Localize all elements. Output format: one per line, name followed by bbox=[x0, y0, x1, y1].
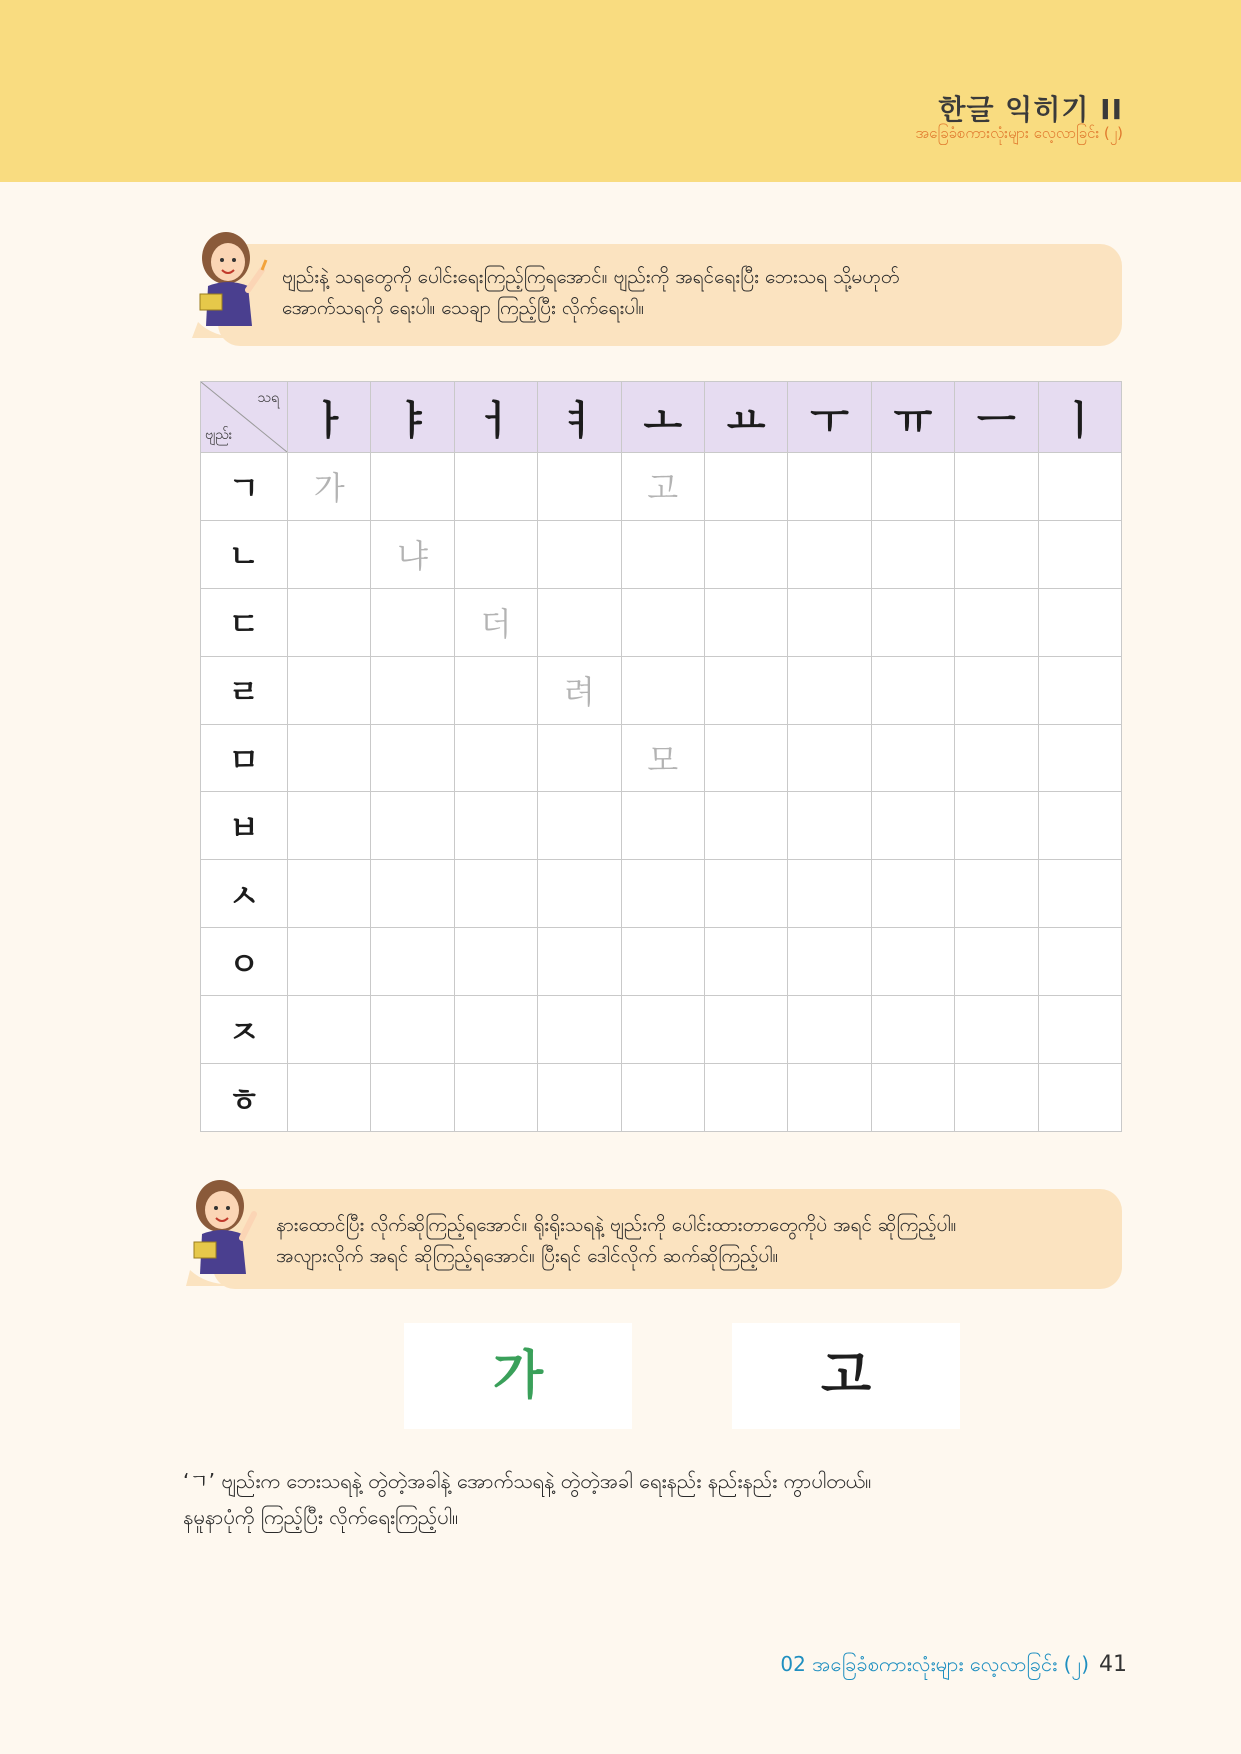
practice-cell[interactable] bbox=[788, 928, 871, 996]
consonant-label: ㄴ bbox=[201, 520, 288, 588]
consonant-label: ㅁ bbox=[201, 724, 288, 792]
practice-cell[interactable] bbox=[704, 724, 787, 792]
practice-cell[interactable] bbox=[1038, 860, 1121, 928]
writing-note-line-2: နမူနာပုံကို ကြည့်ပြီး လိုက်ရေးကြည့်ပါ။ bbox=[183, 1505, 459, 1529]
practice-cell[interactable]: 려 bbox=[538, 656, 621, 724]
vowel-header-1: ㅏ bbox=[288, 382, 371, 453]
practice-cell[interactable] bbox=[788, 453, 871, 521]
practice-cell[interactable] bbox=[371, 996, 454, 1064]
practice-cell[interactable] bbox=[538, 996, 621, 1064]
practice-cell[interactable] bbox=[1038, 724, 1121, 792]
practice-cell[interactable]: 가 bbox=[288, 453, 371, 521]
practice-cell[interactable] bbox=[704, 860, 787, 928]
practice-cell[interactable] bbox=[288, 1064, 371, 1132]
practice-cell[interactable] bbox=[288, 520, 371, 588]
instruction-1-line-2: အောက်သရကို ရေးပါ။ သေချာ ကြည့်ပြီး လိုက်ရေးပါ။ bbox=[282, 297, 645, 319]
practice-cell[interactable] bbox=[704, 928, 787, 996]
instruction-text-2 bbox=[276, 1210, 1106, 1272]
practice-cell[interactable] bbox=[371, 453, 454, 521]
vowel-header-4: ㅕ bbox=[538, 382, 621, 453]
instruction-2-line-2: အလျားလိုက် အရင် ဆိုကြည့်ရအောင်။ ပြီးရင် ဒေါင်လိုက် ဆက်ဆိုကြည့်ပါ။ bbox=[276, 1245, 779, 1267]
consonant-label: ㄷ bbox=[201, 588, 288, 656]
vowel-header-row bbox=[201, 382, 1122, 453]
practice-cell[interactable] bbox=[454, 656, 537, 724]
practice-cell[interactable] bbox=[538, 928, 621, 996]
table-row bbox=[201, 996, 1122, 1064]
practice-cell[interactable] bbox=[621, 588, 704, 656]
practice-cell[interactable] bbox=[788, 792, 871, 860]
practice-cell[interactable] bbox=[621, 520, 704, 588]
teacher-icon bbox=[192, 226, 276, 338]
practice-cell[interactable] bbox=[621, 928, 704, 996]
practice-cell[interactable] bbox=[1038, 1064, 1121, 1132]
practice-cell[interactable] bbox=[621, 1064, 704, 1132]
practice-cell[interactable] bbox=[955, 453, 1038, 521]
practice-cell[interactable] bbox=[454, 520, 537, 588]
instruction-text-1 bbox=[282, 262, 1102, 324]
practice-cell[interactable] bbox=[704, 520, 787, 588]
table-row bbox=[201, 453, 1122, 521]
table-row bbox=[201, 928, 1122, 996]
practice-cell[interactable] bbox=[704, 792, 787, 860]
practice-cell[interactable] bbox=[288, 588, 371, 656]
page-subtitle: အခြေခံစကားလုံးများ လေ့လာခြင်း (၂) bbox=[915, 124, 1123, 142]
practice-cell[interactable] bbox=[371, 588, 454, 656]
practice-cell[interactable] bbox=[371, 792, 454, 860]
practice-cell[interactable] bbox=[955, 1064, 1038, 1132]
consonant-label: ㅂ bbox=[201, 792, 288, 860]
practice-cell[interactable] bbox=[955, 792, 1038, 860]
practice-cell[interactable] bbox=[704, 453, 787, 521]
practice-cell[interactable] bbox=[454, 928, 537, 996]
practice-cell[interactable] bbox=[621, 860, 704, 928]
practice-cell[interactable] bbox=[1038, 996, 1121, 1064]
consonant-label: ㄱ bbox=[201, 453, 288, 521]
practice-cell[interactable] bbox=[538, 860, 621, 928]
writing-note bbox=[183, 1463, 1083, 1535]
instruction-2-line-1: နားထောင်ပြီး လိုက်ဆိုကြည့်ရအောင်။ ရိုးရိုးသရနဲ့ ဗျည်းကို ပေါင်းထားတာတွေကိုပဲ အရင် ဆိုကြည့်ပါ။ bbox=[276, 1214, 957, 1236]
consonant-label: ㅈ bbox=[201, 996, 288, 1064]
practice-cell[interactable] bbox=[371, 860, 454, 928]
vowel-header-9: ㅡ bbox=[955, 382, 1038, 453]
practice-cell[interactable] bbox=[871, 588, 954, 656]
practice-cell[interactable] bbox=[955, 724, 1038, 792]
practice-cell[interactable]: 모 bbox=[621, 724, 704, 792]
practice-cell[interactable] bbox=[871, 860, 954, 928]
practice-cell[interactable] bbox=[454, 453, 537, 521]
practice-cell[interactable] bbox=[454, 724, 537, 792]
practice-cell[interactable] bbox=[371, 1064, 454, 1132]
practice-cell[interactable] bbox=[538, 792, 621, 860]
writing-note-line-1: ‘ㄱ’ ဗျည်းက ဘေးသရနဲ့ တွဲတဲ့အခါနဲ့ အောက်သရနဲ့ တွဲတဲ့အခါ ရေးနည်း နည်းနည်း ကွာပါတယ်။ bbox=[183, 1469, 872, 1493]
footer-chapter: 02 အခြေခံစကားလုံးများ လေ့လာခြင်း (၂) bbox=[780, 1652, 1089, 1676]
practice-cell[interactable] bbox=[288, 792, 371, 860]
practice-cell[interactable] bbox=[288, 996, 371, 1064]
practice-cell[interactable] bbox=[788, 1064, 871, 1132]
page-number: 41 bbox=[1099, 1652, 1127, 1677]
practice-cell[interactable] bbox=[704, 1064, 787, 1132]
table-row bbox=[201, 656, 1122, 724]
practice-cell[interactable] bbox=[788, 588, 871, 656]
practice-cell[interactable] bbox=[704, 656, 787, 724]
corner-vowel-label: သရ bbox=[257, 390, 279, 406]
practice-cell[interactable] bbox=[955, 860, 1038, 928]
practice-cell[interactable] bbox=[538, 520, 621, 588]
practice-cell[interactable] bbox=[454, 860, 537, 928]
syllable-table bbox=[200, 381, 1122, 1132]
practice-cell[interactable] bbox=[288, 860, 371, 928]
practice-cell[interactable]: 냐 bbox=[371, 520, 454, 588]
example-card-ga: 가 bbox=[404, 1323, 632, 1429]
corner-consonant-label: ဗျည်း bbox=[205, 427, 233, 443]
example-card-go: 고 bbox=[732, 1323, 960, 1429]
practice-cell[interactable] bbox=[704, 996, 787, 1064]
consonant-label: ㅎ bbox=[201, 1064, 288, 1132]
practice-cell[interactable] bbox=[454, 792, 537, 860]
vowel-header-6: ㅛ bbox=[704, 382, 787, 453]
practice-cell[interactable] bbox=[955, 996, 1038, 1064]
practice-cell[interactable] bbox=[621, 656, 704, 724]
practice-cell[interactable] bbox=[704, 588, 787, 656]
page-footer bbox=[780, 1651, 1127, 1681]
practice-cell[interactable] bbox=[788, 996, 871, 1064]
practice-cell[interactable] bbox=[538, 453, 621, 521]
vowel-header-3: ㅓ bbox=[454, 382, 537, 453]
vowel-header-2: ㅑ bbox=[371, 382, 454, 453]
practice-cell[interactable] bbox=[621, 792, 704, 860]
practice-cell[interactable] bbox=[1038, 520, 1121, 588]
practice-cell[interactable] bbox=[1038, 656, 1121, 724]
table-row bbox=[201, 520, 1122, 588]
practice-cell[interactable]: 더 bbox=[454, 588, 537, 656]
practice-cell[interactable] bbox=[538, 588, 621, 656]
practice-cell[interactable] bbox=[371, 928, 454, 996]
consonant-label: ㅅ bbox=[201, 860, 288, 928]
practice-cell[interactable] bbox=[871, 656, 954, 724]
practice-cell[interactable] bbox=[871, 928, 954, 996]
practice-cell[interactable] bbox=[955, 588, 1038, 656]
practice-cell[interactable] bbox=[621, 996, 704, 1064]
page-header bbox=[0, 0, 1241, 182]
table-row bbox=[201, 588, 1122, 656]
practice-cell[interactable] bbox=[454, 996, 537, 1064]
table-row bbox=[201, 1064, 1122, 1132]
practice-cell[interactable] bbox=[788, 724, 871, 792]
practice-cell[interactable] bbox=[454, 1064, 537, 1132]
practice-cell[interactable] bbox=[788, 860, 871, 928]
table-row bbox=[201, 792, 1122, 860]
teacher-icon bbox=[186, 1174, 270, 1286]
practice-cell[interactable] bbox=[788, 520, 871, 588]
consonant-label: ㅇ bbox=[201, 928, 288, 996]
vowel-header-7: ㅜ bbox=[788, 382, 871, 453]
practice-cell[interactable] bbox=[871, 724, 954, 792]
practice-cell[interactable] bbox=[871, 453, 954, 521]
practice-cell[interactable] bbox=[955, 656, 1038, 724]
vowel-header-10: ㅣ bbox=[1038, 382, 1121, 453]
table-row bbox=[201, 724, 1122, 792]
practice-cell[interactable] bbox=[288, 928, 371, 996]
practice-cell[interactable] bbox=[288, 656, 371, 724]
table-row bbox=[201, 860, 1122, 928]
practice-cell[interactable] bbox=[1038, 792, 1121, 860]
practice-cell[interactable] bbox=[871, 520, 954, 588]
practice-cell[interactable] bbox=[871, 1064, 954, 1132]
consonant-label: ㄹ bbox=[201, 656, 288, 724]
practice-cell[interactable] bbox=[871, 792, 954, 860]
practice-cell[interactable] bbox=[371, 724, 454, 792]
practice-cell[interactable] bbox=[1038, 453, 1121, 521]
practice-cell[interactable] bbox=[955, 520, 1038, 588]
vowel-header-5: ㅗ bbox=[621, 382, 704, 453]
practice-cell[interactable] bbox=[538, 1064, 621, 1132]
page-title: 한글 익히기 II bbox=[938, 93, 1123, 126]
practice-cell[interactable] bbox=[538, 724, 621, 792]
practice-cell[interactable] bbox=[371, 656, 454, 724]
table-corner bbox=[201, 382, 288, 453]
practice-cell[interactable] bbox=[288, 724, 371, 792]
practice-cell[interactable] bbox=[1038, 928, 1121, 996]
practice-cell[interactable] bbox=[1038, 588, 1121, 656]
practice-cell[interactable] bbox=[788, 656, 871, 724]
practice-cell[interactable] bbox=[871, 996, 954, 1064]
instruction-1-line-1: ဗျည်းနဲ့ သရတွေကို ပေါင်းရေးကြည့်ကြရအောင်။ ဗျည်းကို အရင်ရေးပြီး ဘေးသရ သို့မဟုတ် bbox=[282, 266, 900, 288]
practice-cell[interactable]: 고 bbox=[621, 453, 704, 521]
practice-cell[interactable] bbox=[955, 928, 1038, 996]
vowel-header-8: ㅠ bbox=[871, 382, 954, 453]
